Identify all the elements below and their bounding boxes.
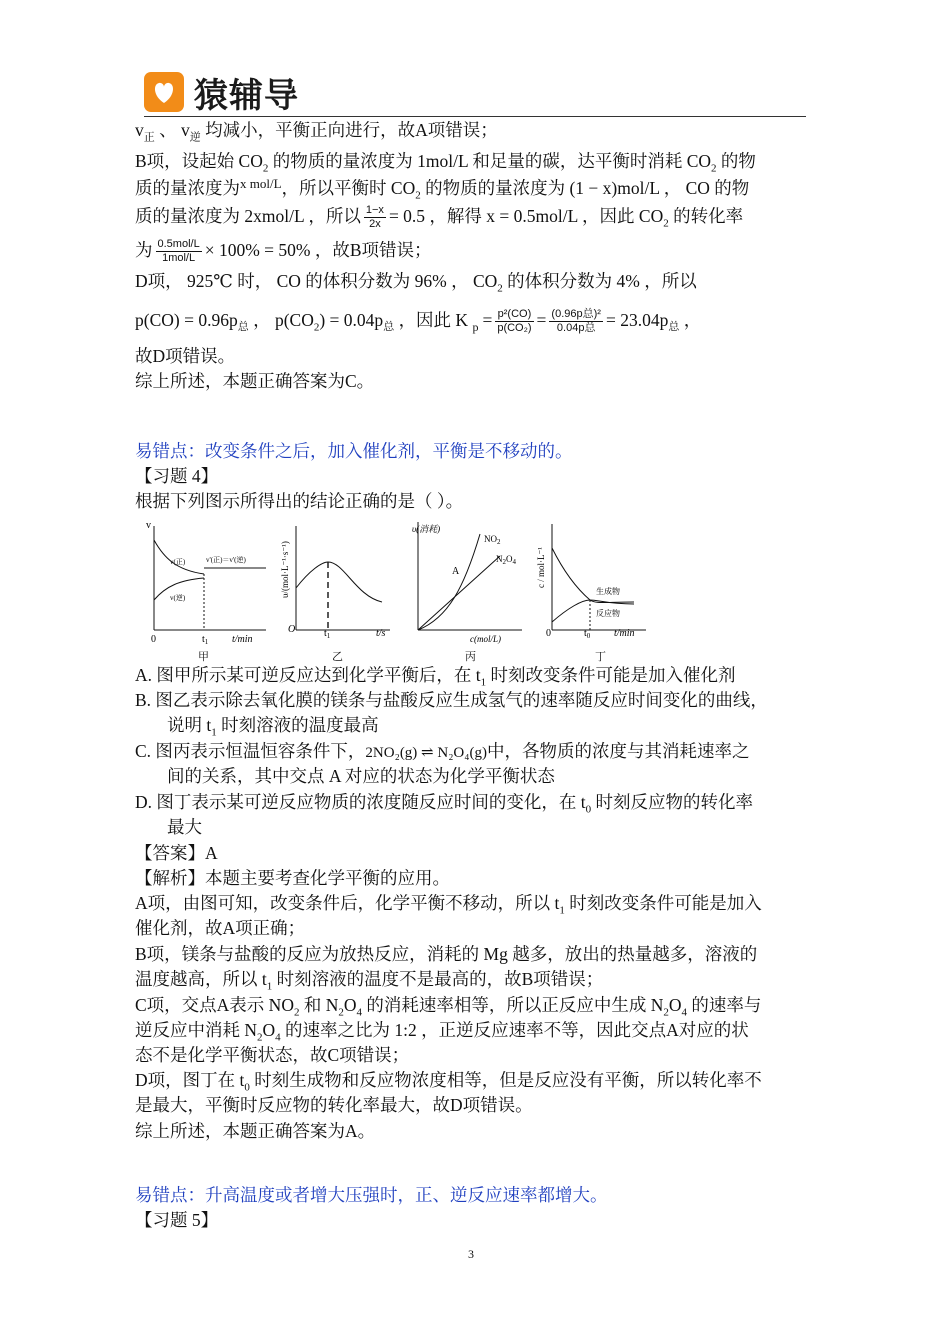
svg-text:t1: $t_1$	[202, 634, 209, 646]
svg-text:c(mol/L): c(mol/L)	[470, 634, 501, 644]
svg-text:t/s: t/s	[376, 628, 386, 639]
analysis-line: 态不是化学平衡状态，故C项错误；	[135, 1045, 410, 1065]
svg-text:NO2: $NO_2$	[484, 534, 501, 546]
text-line: 质的量浓度为 2xmol/L ，所以 $\frac{1-x}{2x}$ = 0.5 ，解得 x = 0.5mol/L ，因此 $CO_2$ 的转化率	[135, 204, 744, 231]
svg-text:反应物: 反应物	[596, 609, 620, 618]
analysis-line: A项，由图可知，改变条件后，化学平衡不移动，所以 $t_1$ 时刻改变条件可能是加入	[135, 893, 762, 917]
analysis-line: 温度越高，所以 $t_1$ 时刻溶液的温度不是最高的，故B项错误；	[135, 969, 604, 993]
svg-text:v(逆): v(逆)	[170, 594, 186, 602]
figure-yi	[270, 518, 395, 651]
svg-text:υ(消耗): υ(消耗)	[412, 524, 441, 534]
text-line: 为 $\frac{\text{0.5mol/L}}{\text{1mol/L}}$ × 100% = 50% ，故B项错误；	[135, 238, 432, 265]
analysis-heading: 【解析】本题主要考查化学平衡的应用。	[135, 868, 450, 888]
option-b-cont: 说明 $t_1$ 时刻溶液的温度最高	[167, 715, 379, 739]
svg-text:0: 0	[151, 634, 156, 645]
option-a: A. 图甲所示某可逆反应达到化学平衡后，在 $t_1$ 时刻改变条件可能是加入催化剂	[135, 665, 736, 689]
option-c: C. 图丙表示恒温恒容条件下，2NO₂(g) ⇌ N₂O₄(g)中，各物质的浓度与其消耗速率之	[135, 741, 750, 761]
svg-text:t1: $t_1$	[324, 628, 331, 640]
question-title: 【习题 5】	[135, 1210, 219, 1230]
svg-text:O: O	[288, 624, 296, 635]
svg-text:t/min: t/min	[232, 634, 253, 645]
page-number: 3	[468, 1247, 474, 1261]
svg-text:v(正): v(正)	[170, 558, 186, 566]
analysis-line: 催化剂，故A项正确；	[135, 918, 306, 938]
question-figures	[140, 518, 660, 663]
analysis-line: 是最大，平衡时反应物的转化率最大，故D项错误。	[135, 1095, 533, 1115]
svg-text:t0: $t_0$	[584, 628, 591, 640]
analysis-line: 逆反应中消耗 $N_2O_4$ 的速率之比为 1:2 ，正逆反应速率不等，因此交点A对应的状	[135, 1020, 749, 1044]
option-c-cont: 间的关系，其中交点 A 对应的状态为化学平衡状态	[167, 766, 555, 786]
fraction: $\frac{\text{(0.96p总)²}}{\text{0.04p总}}$	[551, 308, 601, 335]
fraction: $\frac{\text{p²(CO)}}{\text{p(CO₂)}}$	[497, 308, 532, 335]
fraction: $\frac{\text{0.5mol/L}}{\text{1mol/L}}$	[157, 238, 200, 265]
figure-ding	[538, 518, 660, 651]
svg-text:υ/(mol·L⁻¹·s⁻¹): υ/(mol·L⁻¹·s⁻¹)	[280, 541, 290, 598]
fraction: $\frac{1-x}{2x}$	[365, 204, 384, 231]
text-line: 质的量浓度为$^{x mol/L}$，所以平衡时 $CO_2$ 的物质的量浓度为 (1 − x)mol/L ， CO 的物	[135, 176, 750, 202]
text-line: B项，设起始 $CO_2$ 的物质的量浓度为 1mol/L 和足量的碳，达平衡时消耗 $CO_2$ 的物	[135, 151, 756, 175]
text-line: $p(CO) = 0.96p_总$ ， $p(CO_2) = 0.04p_总$ ，因此 K $_p$ = $\frac{\text{p²(CO)}}{\text{p(CO₂)}}$ = $\frac{\text{(0.96p总)²}}{\text{0.04p总}}$ = $23.04p_总$ ，	[135, 308, 702, 335]
brand-name: 猿辅导	[194, 76, 299, 116]
svg-text:t/min: t/min	[614, 628, 635, 639]
svg-text:v: v	[146, 520, 151, 531]
svg-text:生成物: 生成物	[596, 587, 620, 596]
figure-caption: 甲	[198, 650, 209, 663]
svg-text:A: A	[452, 566, 460, 577]
analysis-line: B项，镁条与盐酸的反应为放热反应，消耗的 Mg 越多，放出的热量越多，溶液的	[135, 944, 758, 964]
text-line: $v_正$ 、 $v_逆$ 均减小，平衡正向进行，故A项错误；	[135, 120, 498, 144]
answer: 【答案】A	[135, 843, 218, 863]
figure-caption: 丙	[465, 650, 476, 663]
header-divider	[144, 116, 806, 117]
tip-note: 易错点：升高温度或者增大压强时，正、逆反应速率都增大。	[135, 1185, 608, 1205]
analysis-line: C项，交点A表示 $NO_2$ 和 $N_2O_4$ 的消耗速率相等，所以正反应中生成 $N_2O_4$ 的速率与	[135, 995, 762, 1019]
option-d-cont: 最大	[167, 817, 202, 837]
analysis-line: D项，图丁在 $t_0$ 时刻生成物和反应物浓度相等，但是反应没有平衡，所以转化率不	[135, 1070, 762, 1094]
text-line: D项， 925℃ 时， CO 的体积分数为 96% ， $CO_2$ 的体积分数为 4% ，所以	[135, 271, 697, 295]
option-d: D. 图丁表示某可逆反应物质的浓度随反应时间的变化，在 $t_0$ 时刻反应物的转化率	[135, 792, 753, 816]
option-b: B. 图乙表示除去氧化膜的镁条与盐酸反应生成氢气的速率随反应时间变化的曲线，	[135, 690, 768, 710]
svg-text:c / mol·L⁻¹: c / mol·L⁻¹	[536, 547, 546, 588]
question-stem: 根据下列图示所得出的结论正确的是（ ）。	[135, 491, 464, 511]
svg-text:0: 0	[546, 628, 551, 639]
analysis-line: 综上所述，本题正确答案为A。	[135, 1121, 376, 1141]
text-line: 故D项错误。	[135, 346, 236, 366]
brand-logo-icon	[144, 72, 184, 112]
figure-caption: 丁	[595, 650, 606, 663]
tip-note: 易错点：改变条件之后，加入催化剂，平衡是不移动的。	[135, 441, 573, 461]
figure-bing	[408, 518, 528, 651]
page-header	[144, 70, 806, 117]
question-title: 【习题 4】	[135, 466, 219, 486]
figure-jia	[140, 518, 270, 651]
text-line: 综上所述，本题正确答案为C。	[135, 371, 375, 391]
svg-text:N2O4: $N_2O_4$	[496, 554, 516, 566]
svg-text:v'(正)＝v'(逆): v'(正)＝v'(逆)	[206, 556, 246, 564]
figure-caption: 乙	[332, 650, 343, 663]
